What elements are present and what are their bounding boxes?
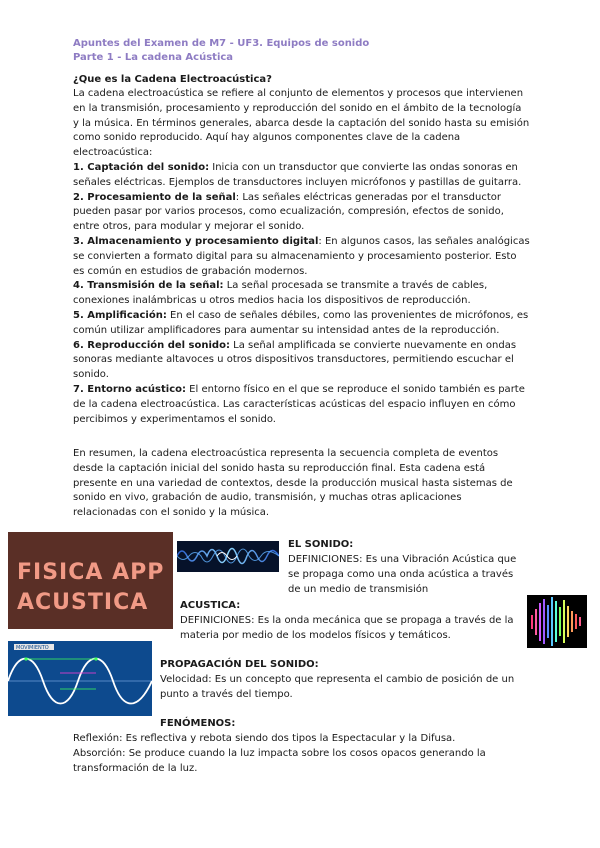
text-line: común utilizar amplificadores para aumentar su intensidad antes de la reproducción. xyxy=(73,324,500,336)
item-text: En el caso de señales débiles, como las provenientes de micrófonos, es xyxy=(166,309,529,321)
text-line: DEFINICIONES: Es la onda mecánica que se propaga a través de la xyxy=(180,615,514,626)
document-subtitle: Parte 1 - La cadena Acústica xyxy=(73,52,234,63)
text-line: conexiones inalámbricas u otros medios hacia los dispositivos de reproducción. xyxy=(73,295,471,307)
text-line: de la cadena electroacústica. Las características acústicas del espacio influyen en cómo xyxy=(73,398,516,410)
list-item xyxy=(73,309,533,324)
text-line: se convierten a formato digital para su almacenamiento y procesamiento posterior. Esto xyxy=(73,250,517,262)
section-title-acustica: ACUSTICA: xyxy=(180,600,241,611)
item-text: : En algunos casos, las señales analógicas xyxy=(318,235,530,247)
document-title: Apuntes del Examen de M7 - UF3. Equipos de sonido xyxy=(73,38,370,49)
text-line: En resumen, la cadena electroacústica representa la secuencia completa de eventos xyxy=(73,448,499,459)
fisica-app-image xyxy=(8,532,173,629)
text-line: entre otros, para modular y mejorar el sonido. xyxy=(73,221,305,233)
image-text: ACUSTICA xyxy=(17,590,149,615)
list-item xyxy=(73,191,533,206)
text-line: relacionadas con el sonido y la música. xyxy=(73,507,270,519)
sine-wave-diagram-image xyxy=(8,641,152,716)
item-text: La señal amplificada se convierte nuevamente en ondas xyxy=(229,339,517,351)
text-line: electroacústica: xyxy=(73,147,153,159)
text-line: y la música. En términos generales, abarca desde la captación del sonido hasta su emisión xyxy=(73,117,530,129)
text-line: percibimos y experimentamos el sonido. xyxy=(73,413,276,425)
text-line: de un medio de transmisión xyxy=(288,584,429,595)
text-line: Absorción: Se produce cuando la luz impacta sobre los cosos opacos generando la xyxy=(73,748,486,759)
section-title-sonido: EL SONIDO: xyxy=(288,539,354,550)
text-line: materia por medio de los modelos físicos y temáticos. xyxy=(180,630,451,641)
text-line: desde la captación inicial del sonido hasta su reproducción final. Esta cadena está xyxy=(73,462,486,474)
item-text: El entorno físico en el que se reproduce el sonido también es parte xyxy=(186,383,525,395)
text-line: presente en una variedad de contextos, desde la producción musical hasta sistemas de xyxy=(73,477,513,489)
list-item xyxy=(73,279,533,294)
text-line: Velocidad: Es un concepto que representa el cambio de posición de un xyxy=(160,674,515,685)
item-label: 6. Reproducción del sonido: xyxy=(73,339,230,351)
section-text-acustica xyxy=(180,613,525,643)
text-line: transformación de la luz. xyxy=(73,763,198,774)
section-text-propagacion xyxy=(160,672,530,702)
text-line: Reflexión: Es reflectiva y rebota siendo dos tipos la Espectacular y la Difusa. xyxy=(73,733,456,744)
list-item xyxy=(73,383,533,398)
item-label: 5. Amplificación: xyxy=(73,309,167,321)
text-line: señales eléctricas. Ejemplos de transductores incluyen micrófonos y pastillas de guitarra. xyxy=(73,176,522,188)
text-line: en la transmisión, procesamiento y reproducción del sonido en el ámbito de la tecnología xyxy=(73,102,522,114)
image-text: FISICA APP xyxy=(17,560,165,585)
section-text-fenomenos xyxy=(73,731,533,776)
text-line: sonido en vivo, grabación de audio, transmisión, y muchas otras aplicaciones xyxy=(73,492,462,504)
list-item xyxy=(73,235,533,250)
text-line: DEFINICIONES: Es una Vibración Acústica que xyxy=(288,554,517,565)
item-text: : Las señales eléctricas generadas por el transductor xyxy=(235,191,501,203)
section-text-sonido xyxy=(288,552,528,597)
spectrum-image xyxy=(527,595,587,648)
text-line: sonoras mediante altavoces u otros dispositivos transductores, permitiendo escuchar el xyxy=(73,354,514,366)
sound-wave-image xyxy=(177,541,279,572)
item-text: Inicia con un transductor que convierte las ondas sonoras en xyxy=(209,161,518,173)
image-caption: MOVIMIENTO xyxy=(16,645,49,651)
list-item xyxy=(73,339,533,354)
list-item xyxy=(73,161,533,176)
item-label: 2. Procesamiento de la señal xyxy=(73,191,236,203)
item-label: 3. Almacenamiento y procesamiento digital xyxy=(73,235,319,247)
section-title-fenomenos: FENÓMENOS: xyxy=(160,718,236,729)
section-question: ¿Que es la Cadena Electroacústica? xyxy=(73,74,272,85)
item-label: 1. Captación del sonido: xyxy=(73,161,210,173)
item-label: 4. Transmisión de la señal: xyxy=(73,280,224,292)
text-line: punto a través del tiempo. xyxy=(160,689,293,700)
item-text: La señal procesada se transmite a través de cables, xyxy=(223,280,488,292)
item-label: 7. Entorno acústico: xyxy=(73,383,186,395)
text-line: sonido. xyxy=(73,369,109,381)
text-line: como sonido reproducido. Aquí hay algunos componentes clave de la cadena xyxy=(73,132,461,144)
summary-paragraph xyxy=(73,447,533,521)
intro-paragraph xyxy=(73,87,533,427)
text-line: se propaga como una onda acústica a través xyxy=(288,569,514,580)
text-line: pueden pasar por varios procesos, como ecualización, compresión, efectos de sonido, xyxy=(73,206,504,218)
section-title-propagacion: PROPAGACIÓN DEL SONIDO: xyxy=(160,659,319,670)
text-line: es común en estudios de grabación modernos. xyxy=(73,265,308,277)
text-line: La cadena electroacústica se refiere al conjunto de elementos y procesos que intervienen xyxy=(73,88,524,99)
